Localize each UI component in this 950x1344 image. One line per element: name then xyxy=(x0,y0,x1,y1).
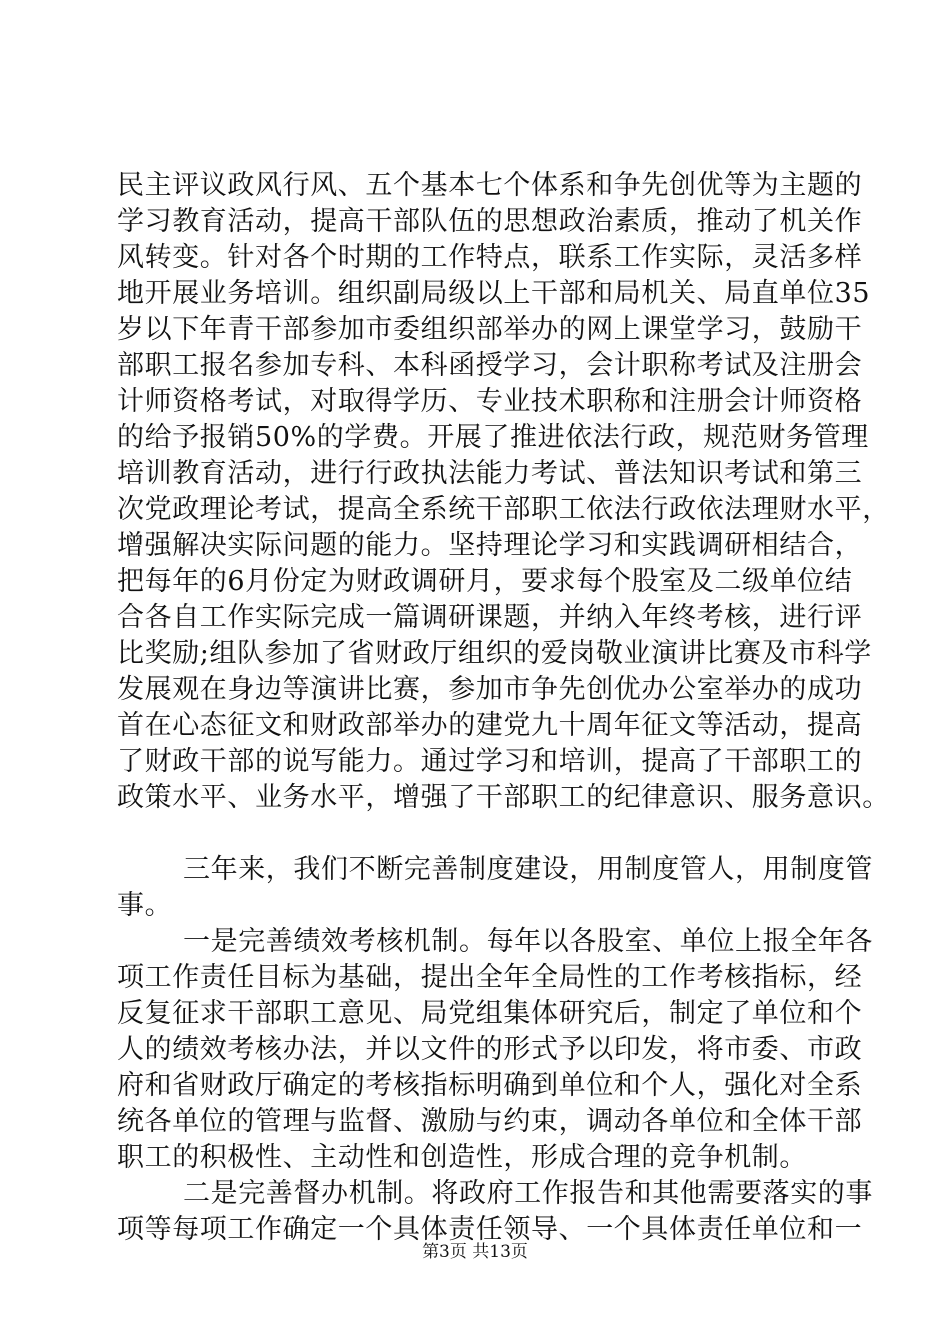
text-line: 了财政干部的说写能力。通过学习和培训，提高了干部职工的 xyxy=(117,746,863,777)
text-line: 培训教育活动，进行行政执法能力考试、普法知识考试和第三 xyxy=(117,458,863,489)
text-line: 次党政理论考试，提高全系统干部职工依法行政依法理财水平， xyxy=(117,494,890,525)
text-line: 统各单位的管理与监督、激励与约束，调动各单位和全体干部 xyxy=(117,1106,863,1137)
text-line: 合各自工作实际完成一篇调研课题，并纳入年终考核，进行评 xyxy=(117,602,863,633)
text-line: 府和省财政厅确定的考核指标明确到单位和个人，强化对全系 xyxy=(117,1070,863,1101)
text-line: 反复征求干部职工意见、局党组集体研究后，制定了单位和个 xyxy=(117,998,863,1029)
text-line: 的给予报销50%的学费。开展了推进依法行政，规范财务管理 xyxy=(117,422,869,453)
text-line: 学习教育活动，提高干部队伍的思想政治素质，推动了机关作 xyxy=(117,206,863,237)
text-line: 首在心态征文和财政部举办的建党九十周年征文等活动，提高 xyxy=(117,710,863,741)
text-line: 二是完善督办机制。将政府工作报告和其他需要落实的事 xyxy=(183,1178,873,1209)
page-footer: 第3页 共13页 xyxy=(422,1242,528,1262)
text-line: 发展观在身边等演讲比赛，参加市争先创优办公室举办的成功 xyxy=(117,674,863,705)
text-line: 项等每项工作确定一个具体责任领导、一个具体责任单位和一 xyxy=(117,1214,863,1245)
text-line: 事。 xyxy=(117,890,173,921)
text-line: 岁以下年青干部参加市委组织部举办的网上课堂学习，鼓励干 xyxy=(117,314,863,345)
text-line: 部职工报名参加专科、本科函授学习，会计职称考试及注册会 xyxy=(117,350,863,381)
text-line: 计师资格考试，对取得学历、专业技术职称和注册会计师资格 xyxy=(117,386,863,417)
text-line: 比奖励;组队参加了省财政厅组织的爱岗敬业演讲比赛及市科学 xyxy=(117,638,872,669)
text-line: 地开展业务培训。组织副局级以上干部和局机关、局直单位35 xyxy=(117,278,871,309)
text-line: 政策水平、业务水平，增强了干部职工的纪律意识、服务意识。 xyxy=(117,782,890,813)
text-line: 风转变。针对各个时期的工作特点，联系工作实际，灵活多样 xyxy=(117,242,863,273)
text-line: 把每年的6月份定为财政调研月，要求每个股室及二级单位结 xyxy=(117,566,853,597)
text-line: 民主评议政风行风、五个基本七个体系和争先创优等为主题的 xyxy=(117,170,863,201)
text-line: 人的绩效考核办法，并以文件的形式予以印发，将市委、市政 xyxy=(117,1034,863,1065)
text-line: 职工的积极性、主动性和创造性，形成合理的竞争机制。 xyxy=(117,1142,807,1173)
text-line: 增强解决实际问题的能力。坚持理论学习和实践调研相结合， xyxy=(117,530,863,561)
text-line: 项工作责任目标为基础，提出全年全局性的工作考核指标，经 xyxy=(117,962,863,993)
text-line: 一是完善绩效考核机制。每年以各股室、单位上报全年各 xyxy=(183,926,873,957)
text-line: 三年来，我们不断完善制度建设，用制度管人，用制度管 xyxy=(183,854,873,885)
